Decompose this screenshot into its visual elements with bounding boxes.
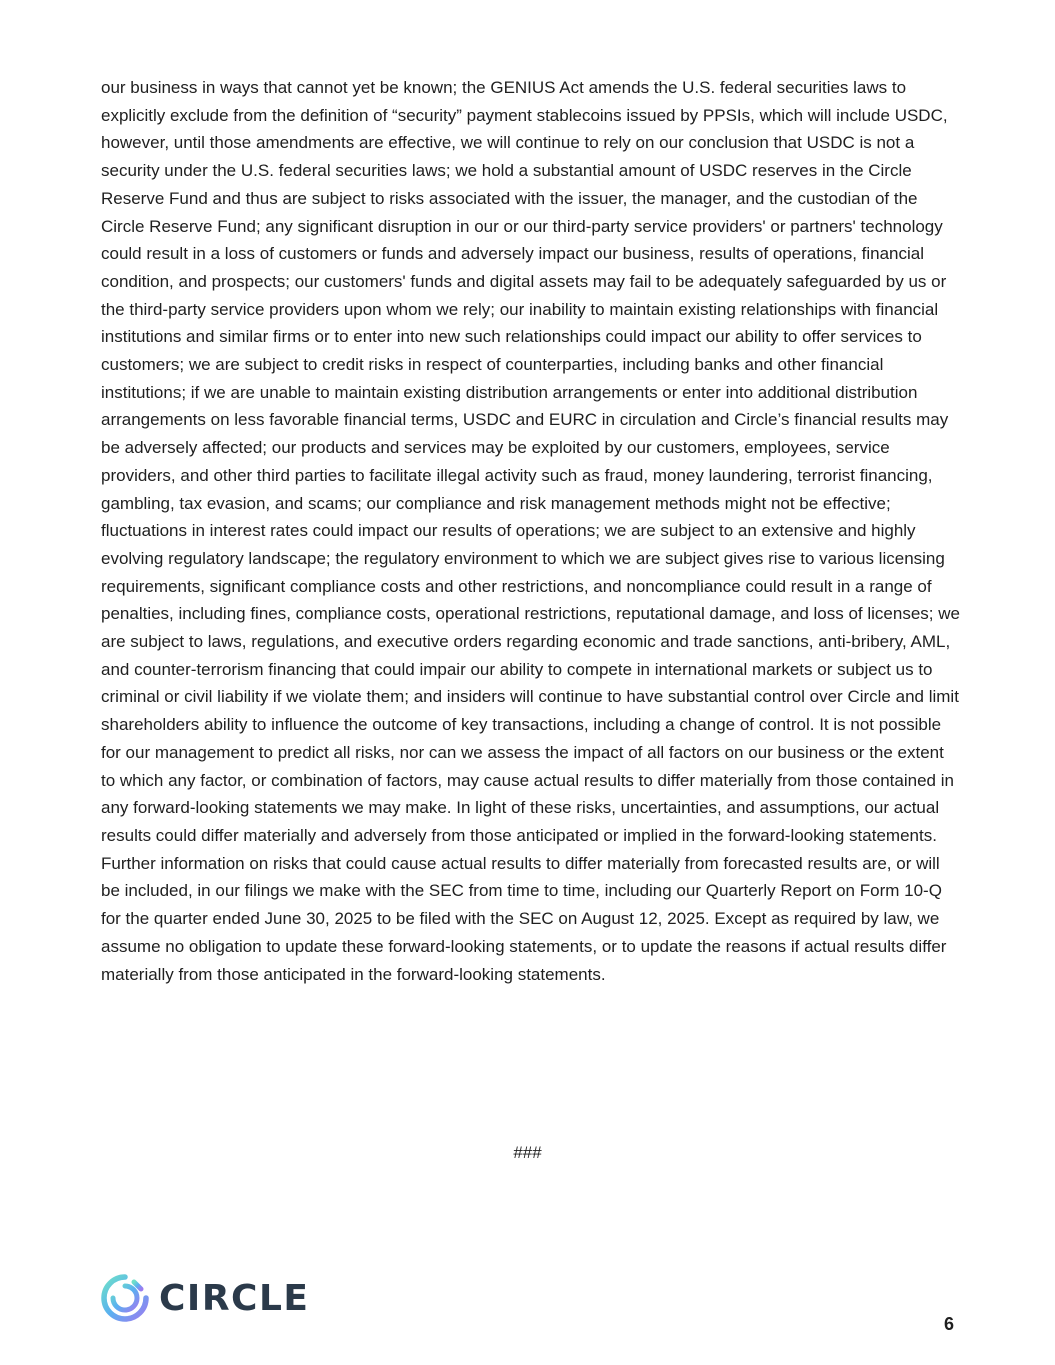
section-end-separator: ### [513,1143,542,1162]
document-body [101,74,961,988]
forward-looking-statements-paragraph: our business in ways that cannot yet be known; the GENIUS Act amends the U.S. federal securities laws to explicitly exclude from the definition of “security” payment stablecoins issued by PPSIs, which will include USDC, however, until those amendments are effective, we will continue to rely on our conclusion that USDC is not a security under the U.S. federal securities laws; we hold a substantial amount of USDC reserves in the Circle Reserve Fund and thus are subject to risks associated with the issuer, the manager, and the custodian of the Circle Reserve Fund; any significant disruption in our or our third-party service providers' or partners' technology could result in a loss of customers or funds and adversely impact our business, results of operations, financial condition, and prospects; our customers' funds and digital assets may fail to be adequately safeguarded by us or the third-party service providers upon whom we rely; our inability to maintain existing relationships with financial institutions and similar firms or to enter into new such relationships could impact our ability to offer services to customers; we are subject to credit risks in respect of counterparties, including banks and other financial institutions; if we are unable to maintain existing distribution arrangements or enter into additional distribution arrangements on less favorable financial terms, USDC and EURC in circulation and Circle’s financial results may be adversely affected; our products and services may be exploited by our customers, employees, service providers, and other third parties to facilitate illegal activity such as fraud, money laundering, terrorist financing, gambling, tax evasion, and scams; our compliance and risk management methods might not be effective; fluctuations in interest rates could impact our results of operations; we are subject to an extensive and highly evolving regulatory landscape; the regulatory environment to which we are subject gives rise to various licensing requirements, significant compliance costs and other restrictions, and noncompliance could result in a range of penalties, including fines, compliance costs, operational restrictions, reputational damage, and loss of licenses; we are subject to laws, regulations, and executive orders regarding economic and trade sanctions, anti-bribery, AML, and counter-terrorism financing that could impair our ability to compete in international markets or subject us to criminal or civil liability if we violate them; and insiders will continue to have substantial control over Circle and limit shareholders ability to influence the outcome of key transactions, including a change of control. It is not possible for our management to predict all risks, nor can we assess the impact of all factors on our business or the extent to which any factor, or combination of factors, may cause actual results to differ materially from those contained in any forward-looking statements we may make. In light of these risks, uncertainties, and assumptions, our actual results could differ materially and adversely from those anticipated or implied in the forward-looking statements. Further information on risks that could cause actual results to differ materially from forecasted results are, or will be included, in our filings we make with the SEC from time to time, including our Quarterly Report on Form 10-Q for the quarter ended June 30, 2025 to be filed with the SEC on August 12, 2025. Except as required by law, we assume no obligation to update these forward-looking statements, or to update the reasons if actual results differ materially from those anticipated in the forward-looking statements. [101,78,960,984]
circle-logo-icon [101,1274,149,1322]
circle-logo [101,1274,310,1322]
page-number: 6 [943,1314,954,1334]
circle-logo-wordmark: CIRCLE [159,1278,310,1319]
